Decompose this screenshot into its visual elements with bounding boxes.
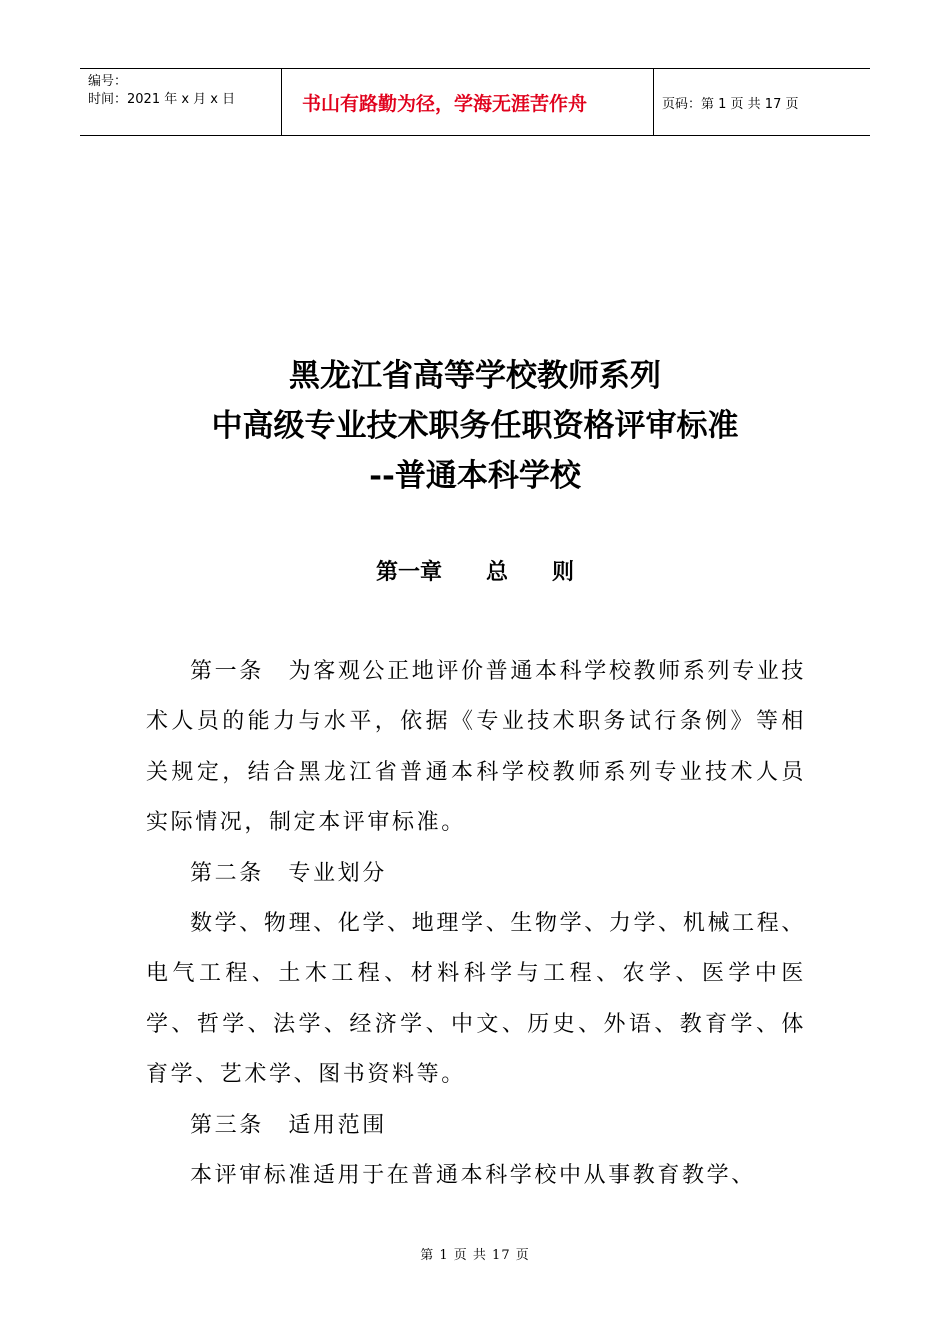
document-body	[146, 647, 806, 1201]
chapter-heading: 第一章 总 则	[375, 560, 574, 585]
header-motto-cell	[282, 69, 654, 135]
header-page-info: 页码：第 1 页 共 17 页	[662, 96, 799, 112]
document-title-line-2: 中高级专业技术职务任职资格评审标准	[211, 408, 739, 444]
article-1-paragraph: 第一条 为客观公正地评价普通本科学校教师系列专业技术人员的能力与水平，依据《专业技术职务试行条例》等相关规定，结合黑龙江省普通本科学校教师系列专业技术人员实际情况，制定本评审标准。	[146, 659, 806, 836]
article-3-heading: 第三条 适用范围	[190, 1112, 387, 1138]
page-footer: 第 1 页 共 17 页	[420, 1248, 530, 1263]
header-motto: 书山有路勤为径，学海无涯苦作舟	[302, 92, 588, 115]
article-2-heading: 第二条 专业划分	[190, 860, 387, 886]
header-meta-cell	[80, 69, 282, 135]
document-time-label: 时间：2021 年 x 月 x 日	[88, 92, 236, 107]
document-header	[80, 68, 870, 136]
document-number-label: 编号：	[88, 74, 128, 89]
article-2-paragraph: 数学、物理、化学、地理学、生物学、力学、机械工程、电气工程、土木工程、材料科学与工程、农学、医学中医学、哲学、法学、经济学、中文、历史、外语、教育学、体育学、艺术学、图书资料等。	[146, 911, 806, 1088]
article-3-paragraph: 本评审标准适用于在普通本科学校中从事教育教学、	[190, 1163, 756, 1189]
document-title-line-1: 黑龙江省高等学校教师系列	[289, 358, 661, 394]
document-title-line-3: --普通本科学校	[369, 458, 581, 494]
header-page-cell	[654, 69, 870, 135]
